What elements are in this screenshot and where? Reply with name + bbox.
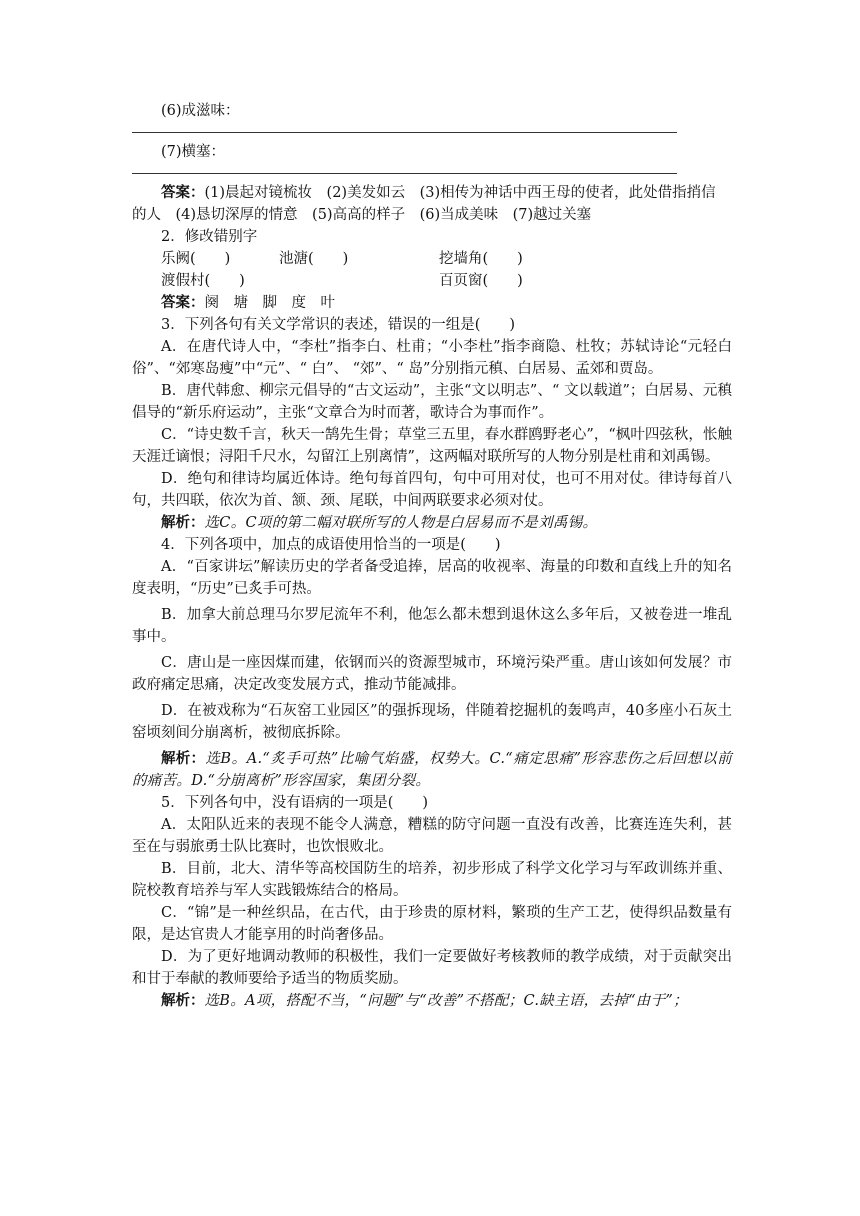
q4-option-c: C．唐山是一座因煤而建，依钢而兴的资源型城市，环境污染严重。唐山该如何发展？市政府痛定思痛，决定改变发展方式，推动节能减排。 (132, 655, 732, 693)
q2-answer-label: 答案： (161, 294, 205, 311)
q3-option-b: B．唐代韩愈、柳宗元倡导的“古文运动”，主张“文以明志”、“ 文以载道”；白居易、元稹倡导的“新乐府运动”，主张“文章合为时而著，歌诗合为事而作”。 (132, 383, 732, 421)
q5-option-b: B．目前，北大、清华等高校国防生的培养，初步形成了科学文化学习与军政训练并重、院校教育培养与军人实践锻炼结合的格局。 (132, 861, 732, 899)
q2-words-row-2 (132, 270, 732, 292)
q5-analysis (132, 990, 732, 1012)
q2-word-4: 渡假村( ) (161, 273, 245, 289)
answer-label: 答案： (161, 184, 205, 201)
q2-word-5: 百页窗( ) (439, 273, 523, 289)
q3-analysis-text: 选C。C项的第二幅对联所写的人物是白居易而不是刘禹锡。 (204, 515, 598, 531)
q2-words-row-1 (132, 248, 732, 270)
q4-analysis-text: 选B。A.“炙手可热”比喻气焰盛，权势大。C.“痛定思痛”形容悲伤之后回想以前的痛苦。D.“分崩离析”形容国家，集团分裂。 (132, 751, 733, 789)
q3-analysis-label: 解析： (161, 514, 205, 531)
q2-answer-text: 阕 塘 脚 度 叶 (204, 295, 335, 311)
q3-analysis (132, 512, 732, 534)
q4-option-a: A．“百家讲坛”解读历史的学者备受追捧，居高的收视率、海量的印数和直线上升的知名度表明，“历史”已炙手可热。 (132, 559, 732, 597)
q4-option-b: B．加拿大前总理马尔罗尼流年不利，他怎么都未想到退休这么多年后，又被卷进一堆乱事中。 (132, 607, 732, 645)
answer-line-7[interactable] (132, 163, 677, 174)
q3-stem: 3．下列各句有关文学常识的表述，错误的一组是( ) (161, 317, 516, 333)
q5-option-c: C．“锦”是一种丝织品，在古代，由于珍贵的原材料，繁琐的生产工艺，使得织品数量有限，是达官贵人才能享用的时尚奢侈品。 (132, 905, 732, 943)
q2-answer (132, 292, 732, 314)
q7-prompt: (7)横塞： (161, 144, 226, 160)
q4-option-d: D．在被戏称为“石灰窑工业园区”的强拆现场，伴随着挖掘机的轰鸣声，40多座小石灰土窑顷刻间分崩离析，被彻底拆除。 (132, 703, 732, 741)
answer-line-6[interactable] (132, 122, 677, 133)
q5-analysis-label: 解析： (161, 992, 205, 1009)
document-page (132, 100, 732, 1012)
q5-option-d: D．为了更好地调动教师的积极性，我们一定要做好考核教师的教学成绩，对于贡献突出和甘于奉献的教师要给予适当的物质奖励。 (132, 949, 732, 987)
q3-option-d: D．绝句和律诗均属近体诗。绝句每首四句，句中可用对仗，也可不用对仗。律诗每首八句，共四联，依次为首、颔、颈、尾联，中间两联要求必须对仗。 (132, 471, 732, 509)
q5-option-a: A．太阳队近来的表现不能令人满意，糟糕的防守问题一直没有改善，比赛连连失利，甚至在与弱旅勇士队比赛时，也饮恨败北。 (132, 817, 732, 855)
answer-block-1 (132, 182, 732, 204)
q4-analysis (132, 748, 732, 792)
answer-text-2: 的人 (4)恳切深厚的情意 (5)高高的样子 (6)当成美味 (7)越过关塞 (132, 207, 592, 223)
q4-analysis-label: 解析： (161, 750, 206, 767)
q3-option-c: C．“诗史数千言，秋天一鹄先生骨；草堂三五里，春水群鸥野老心”，“枫叶四弦秋，怅触天涯迁谪恨；浔阳千尺水，勾留江上别离情”，这两幅对联所写的人物分别是杜甫和刘禹锡。 (132, 427, 732, 465)
q5-stem: 5．下列各句中，没有语病的一项是( ) (161, 795, 429, 811)
q2-word-2: 池溏( ) (279, 251, 349, 267)
q6-prompt: (6)成滋味： (161, 103, 240, 119)
q2-title: 2．修改错别字 (161, 229, 258, 245)
q2-word-3: 挖墙角( ) (439, 251, 523, 267)
q4-stem: 4．下列各项中，加点的成语使用恰当的一项是( ) (161, 537, 501, 553)
q3-option-a: A．在唐代诗人中，“李杜”指李白、杜甫；“小李杜”指李商隐、杜牧；苏轼诗论“元轻白俗”、“郊寒岛瘦”中“元”、“ 白”、 “郊”、“ 岛”分别指元稹、白居易、孟郊和贾岛。 (132, 339, 732, 377)
q5-analysis-text: 选B。A项，搭配不当，“问题”与“改善”不搭配；C.缺主语，去掉“由于”； (204, 993, 688, 1009)
q2-word-1: 乐阙( ) (161, 251, 231, 267)
answer-text-1: (1)晨起对镜梳妆 (2)美发如云 (3)相传为神话中西王母的使者，此处借指捎信 (204, 185, 716, 201)
